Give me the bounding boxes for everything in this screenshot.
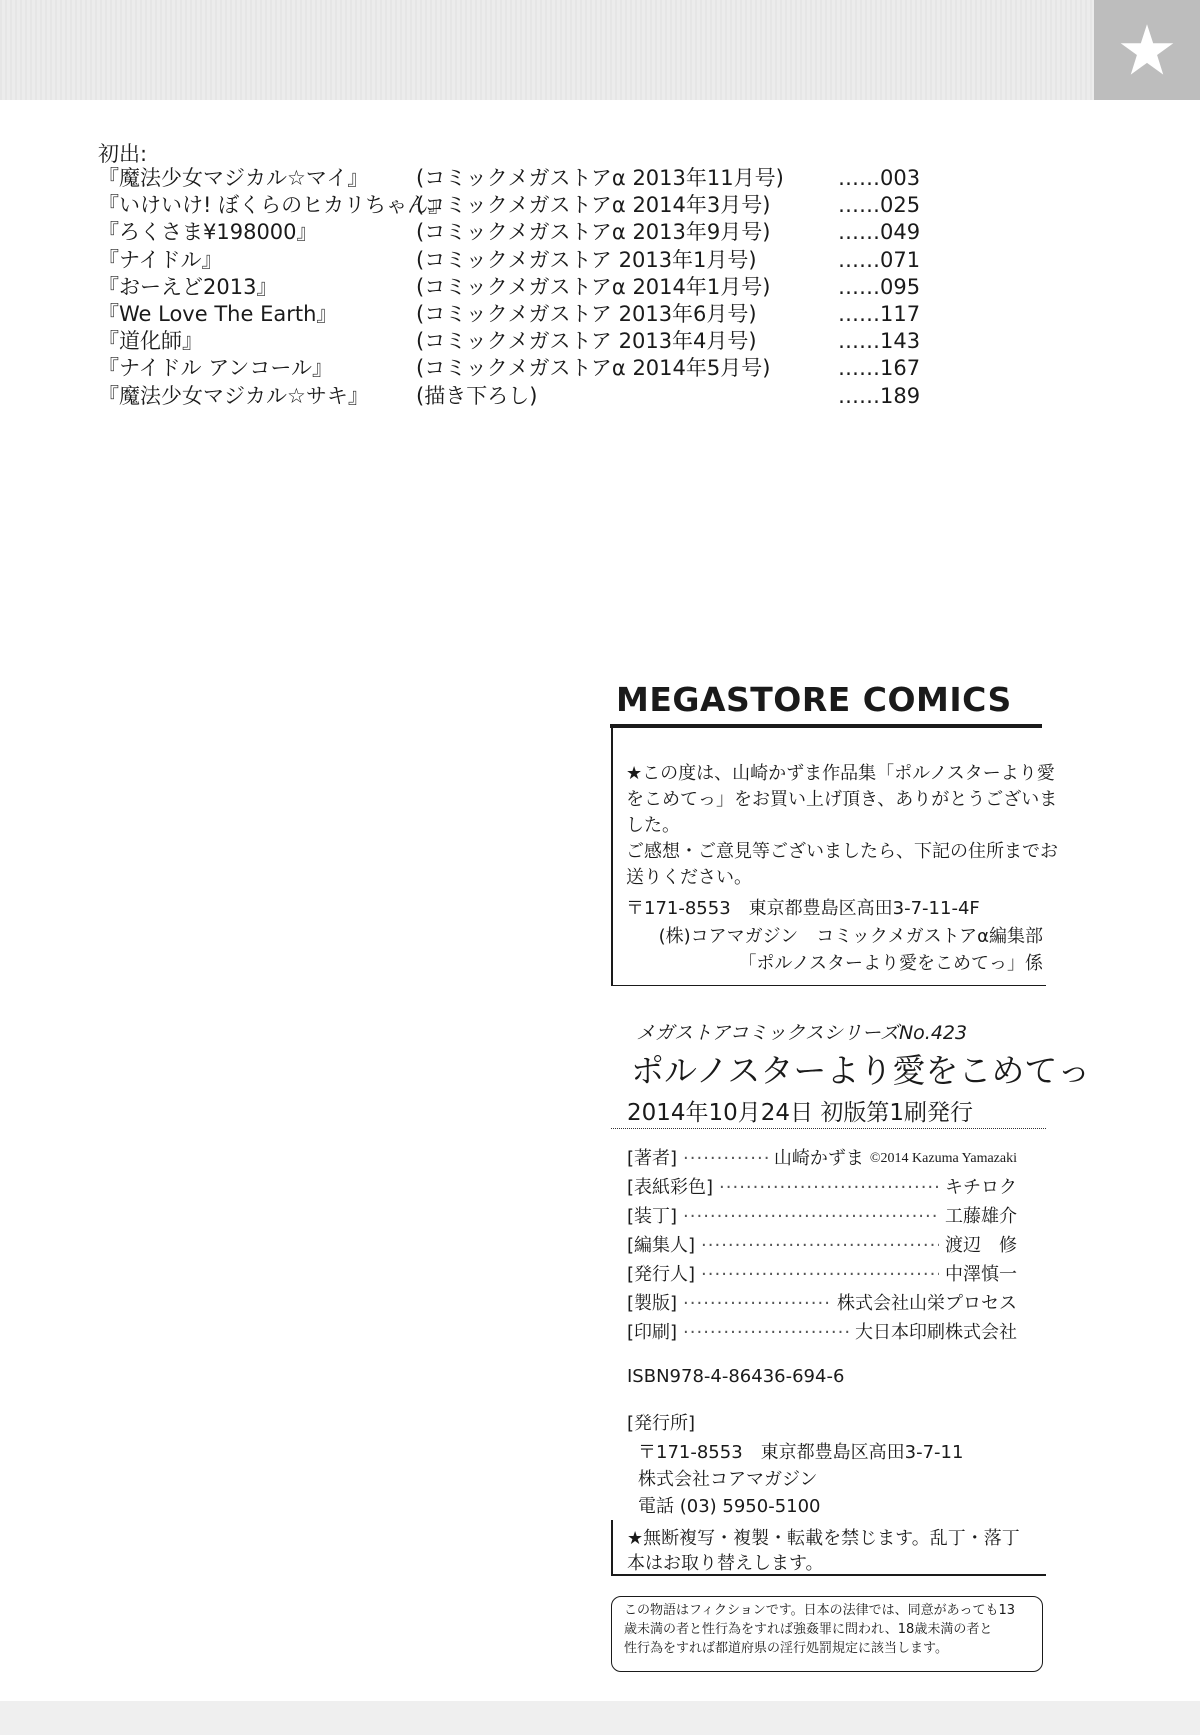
story-title: 『いけいけ! ぼくらのヒカリちゃん』 <box>98 193 450 218</box>
dot-leader <box>719 1175 939 1201</box>
credit-row <box>627 1320 1017 1346</box>
credit-name: 株式会社山栄プロセス <box>837 1293 1017 1314</box>
rights-border <box>611 1520 613 1576</box>
notice-line: をこめてっ」をお買い上げ頂き、ありがとうございま <box>626 789 1058 810</box>
copyright-notice: ©2014 Kazuma Yamazaki <box>869 1151 1017 1166</box>
story-title: 『魔法少女マジカル☆サキ』 <box>98 383 369 408</box>
credit-name: キチロク <box>945 1177 1017 1198</box>
credit-name: 中澤慎一 <box>945 1264 1017 1285</box>
publisher-phone: 電話 (03) 5950-5100 <box>638 1496 821 1517</box>
dot-leader <box>683 1320 849 1346</box>
dot-leader <box>683 1204 939 1230</box>
top-band-texture <box>0 0 1200 100</box>
credit-name: 工藤雄介 <box>945 1206 1017 1227</box>
story-source: (コミックメガストアα 2014年5月号) <box>416 356 771 381</box>
mail-address-attn: 「ポルノスターより愛をこめてっ」係 <box>738 953 1043 974</box>
story-title: 『魔法少女マジカル☆マイ』 <box>98 166 369 190</box>
story-page: ……117 <box>838 302 921 326</box>
rights-line: ★無断複写・複製・転載を禁じます。乱丁・落丁 <box>627 1528 1020 1549</box>
book-title: ポルノスターより愛をこめてっ <box>631 1051 1091 1090</box>
story-page: ……025 <box>838 193 921 218</box>
credit-row <box>627 1175 1017 1201</box>
publisher-heading: [発行所] <box>627 1413 696 1434</box>
credit-row <box>627 1291 1017 1317</box>
legal-line: この物語はフィクションです。日本の法律では、同意があっても13 <box>624 1603 1016 1618</box>
story-title: 『道化師』 <box>98 329 203 354</box>
dot-leader <box>701 1233 939 1259</box>
isbn: ISBN978-4-86436-694-6 <box>627 1366 845 1387</box>
notice-line: ご感想・ご意見等ございましたら、下記の住所までお <box>626 841 1058 862</box>
credit-role: [印刷] <box>627 1322 678 1343</box>
series-number: メガストアコミックスシリーズNo.423 <box>636 1022 968 1044</box>
credit-row <box>627 1262 1017 1288</box>
mail-address-line: 〒171-8553 東京都豊島区高田3-7-11-4F <box>626 898 980 919</box>
credit-name: 大日本印刷株式会社 <box>855 1322 1017 1343</box>
story-page: ……049 <box>838 220 921 245</box>
story-source: (コミックメガストア 2013年4月号) <box>416 329 757 354</box>
legal-line: 歳未満の者と性行為をすれば強姦罪に問われ、18歳未満の者と <box>624 1622 993 1637</box>
mail-address-dept: (株)コアマガジン コミックメガストアα編集部 <box>658 926 1043 947</box>
story-page: ……189 <box>838 383 921 408</box>
story-source: (コミックメガストアα 2014年1月号) <box>416 274 771 299</box>
brand-underline <box>610 724 1042 728</box>
reader-notice <box>626 761 1056 891</box>
credit-role: [製版] <box>627 1293 678 1314</box>
dot-leader <box>683 1291 831 1317</box>
story-page: ……167 <box>838 356 921 381</box>
first-appearance-heading: 初出: <box>98 142 148 166</box>
story-title: 『ナイドル アンコール』 <box>98 356 333 381</box>
credit-name: 渡辺 修 <box>945 1235 1017 1256</box>
story-page: ……071 <box>838 247 921 272</box>
story-source: (コミックメガストアα 2013年9月号) <box>416 220 771 245</box>
story-page: ……003 <box>838 166 921 190</box>
story-source: (コミックメガストア 2013年1月号) <box>416 247 757 272</box>
notice-line: ★この度は、山崎かずま作品集「ポルノスターより愛 <box>626 763 1055 784</box>
credit-role: [表紙彩色] <box>627 1177 714 1198</box>
story-source: (コミックメガストアα 2014年3月号) <box>416 193 771 218</box>
notice-line: した。 <box>626 815 680 836</box>
dot-leader <box>701 1262 939 1288</box>
credit-role: [編集人] <box>627 1235 696 1256</box>
story-source: (描き下ろし) <box>416 383 538 408</box>
credit-row <box>627 1233 1017 1259</box>
credit-row <box>627 1146 1017 1172</box>
dotted-divider <box>611 1128 1046 1129</box>
brand-logo: MEGASTORE COMICS <box>616 680 1012 719</box>
notice-line: 送りください。 <box>626 867 752 888</box>
story-title: 『ろくさま¥198000』 <box>98 220 318 245</box>
bottom-band <box>0 1701 1200 1735</box>
story-page: ……095 <box>838 274 921 299</box>
story-title: 『ナイドル』 <box>98 247 223 272</box>
rights-line: 本はお取り替えします。 <box>627 1553 824 1574</box>
publication-date: 2014年10月24日 初版第1刷発行 <box>627 1100 974 1126</box>
rights-underline <box>611 1574 1046 1576</box>
notice-border <box>611 728 613 986</box>
rights-notice <box>627 1526 1020 1576</box>
publisher-address: 〒171-8553 東京都豊島区高田3-7-11 <box>638 1442 964 1463</box>
corner-tab <box>1094 0 1200 100</box>
legal-line: 性行為をすれば都道府県の淫行処罰規定に該当します。 <box>624 1641 948 1656</box>
section-divider <box>611 985 1046 986</box>
credit-row <box>627 1204 1017 1230</box>
credit-role: [著者] <box>627 1148 678 1169</box>
story-source: (コミックメガストア 2013年6月号) <box>416 302 757 326</box>
story-page: ……143 <box>838 329 921 354</box>
credit-role: [発行人] <box>627 1264 696 1285</box>
legal-disclaimer-box <box>611 1596 1043 1672</box>
dot-leader <box>683 1146 768 1172</box>
story-source: (コミックメガストアα 2013年11月号) <box>416 166 784 190</box>
story-title: 『おーえど2013』 <box>98 274 278 299</box>
credit-role: [装丁] <box>627 1206 678 1227</box>
credit-name: 山崎かずま <box>773 1148 864 1169</box>
story-title: 『We Love The Earth』 <box>98 302 338 326</box>
star-icon <box>1119 22 1175 78</box>
publisher-name: 株式会社コアマガジン <box>638 1469 818 1490</box>
